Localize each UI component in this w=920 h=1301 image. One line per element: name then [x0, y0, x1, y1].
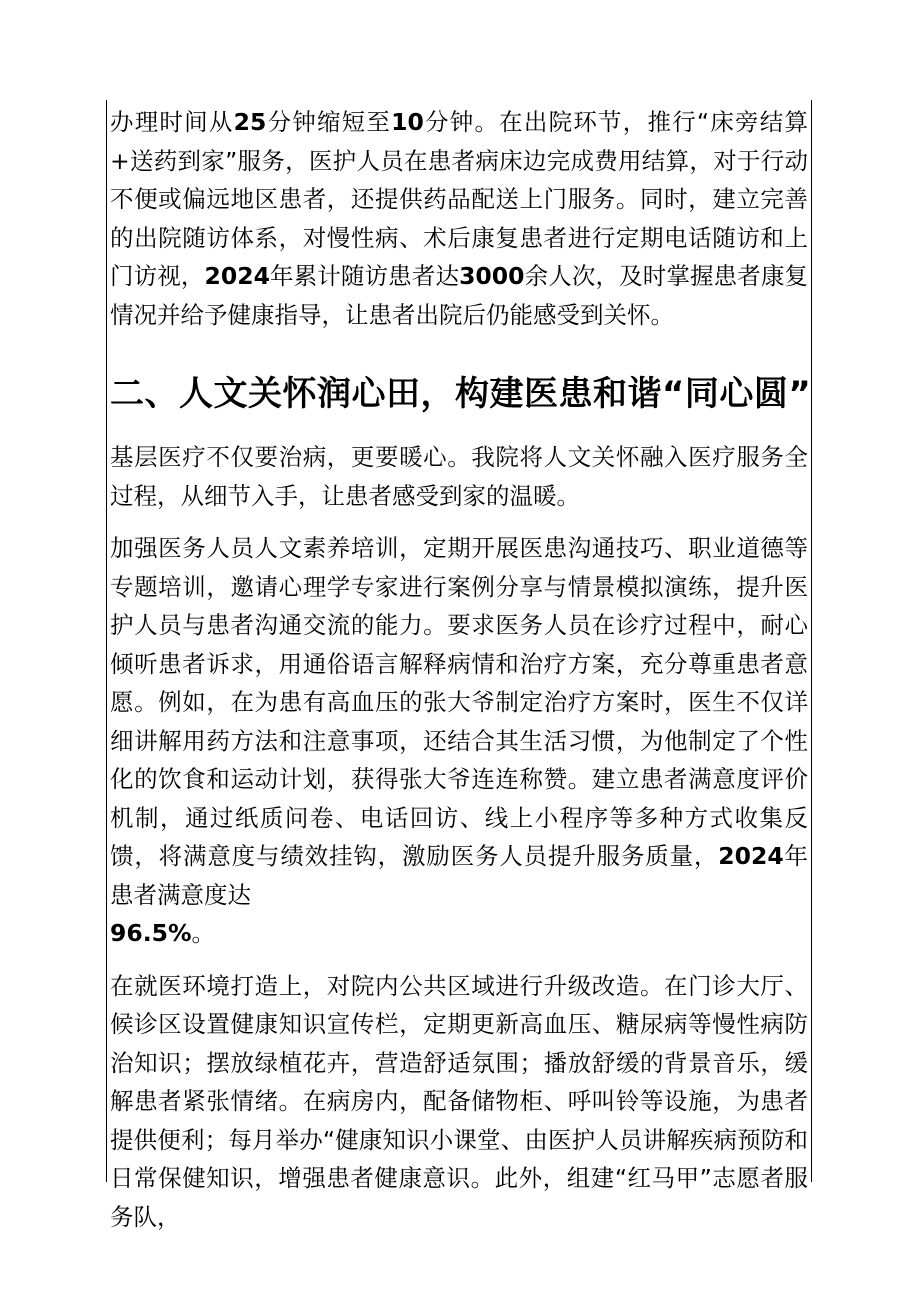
number-run: 2024: [718, 842, 784, 870]
document-body: [110, 103, 812, 1236]
section-heading: 二、人文关怀润心田，构建医患和谐“同心圆”: [110, 374, 812, 414]
paragraph-staff-training: [110, 529, 808, 953]
page-border-right: [811, 100, 812, 1182]
text-run: 加强医务人员人文素养培训，定期开展医患沟通技巧、职业道德等专题培训，邀请心理学专家进行案例分享与情景模拟演练，提升医护人员与患者沟通交流的能力。要求医务人员在诊疗过程中，耐心倾听患者诉求，用通俗语言解释病情和治疗方案，充分尊重患者意愿。例如，在为患有高血压的张大爷制定治疗方案时，医生不仅详细讲解用药方法和注意事项，还结合其生活习惯，为他制定了个性化的饮食和运动计划，获得张大爷连连称赞。建立患者满意度评价机制，通过纸质问卷、电话回访、线上小程序等多种方式收集反馈，将满意度与绩效挂钩，激励医务人员提升服务质量，: [110, 534, 808, 870]
paragraph-environment: 在就医环境打造上，对院内公共区域进行升级改造。在门诊大厅、候诊区设置健康知识宣传栏，定期更新高血压、糖尿病等慢性病防治知识；摆放绿植花卉，营造舒适氛围；播放舒缓的背景音乐，缓解患者紧张情绪。在病房内，配备储物柜、呼叫铃等设施，为患者提供便利；每月举办“健康知识小课堂、由医护人员讲解疾病预防和日常保健知识，增强患者健康意识。此外，组建“红马甲”志愿者服务队，: [110, 971, 808, 1231]
text-run: 年累计随访患者达: [269, 262, 460, 290]
paragraph-discharge-followup: [110, 103, 808, 334]
number-run: 25: [233, 108, 267, 136]
text-run: 分钟缩短至: [266, 108, 392, 136]
text-run: 余人次，及时掌握患者康复情况并给予健康指导，让患者出院后仍能感受到关怀。: [110, 262, 809, 329]
text-run: 分钟。在出院环节，推行“床旁结算+送药到家”服务，医护人员在患者病床边完成费用结算，对于行动不便或偏远地区患者，还提供药品配送上门服务。同时，建立完善的出院随访体系，对慢性病、术后康复患者进行定期电话随访和上门访视，: [110, 108, 808, 290]
number-run: 2024: [204, 262, 270, 290]
page-border-left: [106, 100, 107, 1182]
number-run: 3000: [459, 262, 525, 290]
paragraph-intro: 基层医疗不仅要治病，更要暖心。我院将人文关怀融入医疗服务全过程，从细节入手，让患者感受到家的温暖。: [110, 443, 808, 510]
text-run: 。: [191, 919, 216, 947]
satisfaction-rate: 96.5%: [110, 919, 192, 947]
text-run: 办理时间从: [110, 108, 234, 136]
text-run: 年患者满意度达: [110, 842, 809, 909]
number-run: 10: [391, 108, 424, 136]
